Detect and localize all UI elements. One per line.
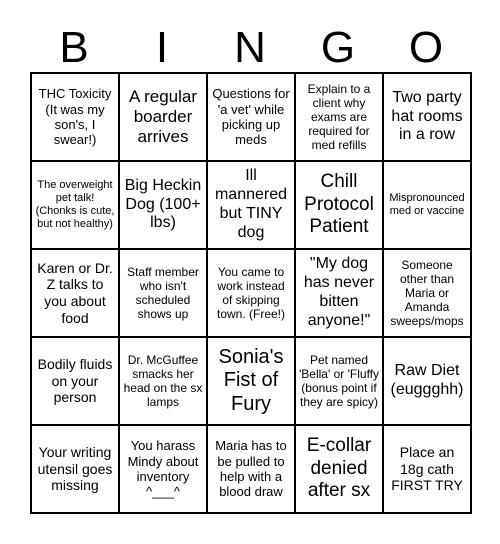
bingo-cell-r4c3[interactable]: Sonia's Fist of Fury (207, 337, 295, 425)
bingo-cell-r2c2[interactable]: Big Heckin Dog (100+ lbs) (119, 161, 207, 249)
header-letter-g: G (320, 23, 356, 72)
bingo-cell-r3c1[interactable]: Karen or Dr. Z talks to you about food (31, 249, 119, 337)
bingo-grid (30, 72, 472, 514)
bingo-cell-r1c1[interactable]: THC Toxicity (It was my son's, I swear!) (31, 73, 119, 161)
bingo-cell-r5c1[interactable]: Your writing utensil goes missing (31, 425, 119, 513)
bingo-cell-r3c5[interactable]: Someone other than Maria or Amanda sweeps/mops (383, 249, 471, 337)
header-letter-n: N (234, 23, 266, 72)
header-letter-o: O (408, 23, 444, 72)
bingo-cell-r5c4[interactable]: E-collar denied after sx (295, 425, 383, 513)
bingo-header (30, 24, 470, 72)
bingo-cell-r1c5[interactable]: Two party hat rooms in a row (383, 73, 471, 161)
bingo-cell-r5c3[interactable]: Maria has to be pulled to help with a blood draw (207, 425, 295, 513)
bingo-cell-r3c2[interactable]: Staff member who isn't scheduled shows up (119, 249, 207, 337)
bingo-cell-r2c3[interactable]: Ill mannered but TINY dog (207, 161, 295, 249)
bingo-cell-r5c2[interactable]: You harass Mindy about inventory ^___^ (119, 425, 207, 513)
bingo-cell-r3c3[interactable]: You came to work instead of skipping town. (Free!) (207, 249, 295, 337)
bingo-cell-r1c4[interactable]: Explain to a client why exams are required for med refills (295, 73, 383, 161)
bingo-cell-r1c3[interactable]: Questions for 'a vet' while picking up meds (207, 73, 295, 161)
bingo-cell-r2c4[interactable]: Chill Protocol Patient (295, 161, 383, 249)
bingo-cell-r5c5[interactable]: Place an 18g cath FIRST TRY (383, 425, 471, 513)
bingo-cell-r3c4[interactable]: "My dog has never bitten anyone!" (295, 249, 383, 337)
bingo-cell-r1c2[interactable]: A regular boarder arrives (119, 73, 207, 161)
bingo-cell-r4c4[interactable]: Pet named 'Bella' or 'Fluffy (bonus point if they are spicy) (295, 337, 383, 425)
bingo-cell-r4c1[interactable]: Bodily fluids on your person (31, 337, 119, 425)
bingo-cell-r2c1[interactable]: The overweight pet talk! (Chonks is cute, but not healthy) (31, 161, 119, 249)
header-letter-i: I (155, 23, 169, 72)
bingo-cell-r4c2[interactable]: Dr. McGuffee smacks her head on the sx lamps (119, 337, 207, 425)
bingo-cell-r2c5[interactable]: Mispronounced med or vaccine (383, 161, 471, 249)
header-letter-b: B (59, 23, 89, 72)
bingo-cell-r4c5[interactable]: Raw Diet (euggghh) (383, 337, 471, 425)
